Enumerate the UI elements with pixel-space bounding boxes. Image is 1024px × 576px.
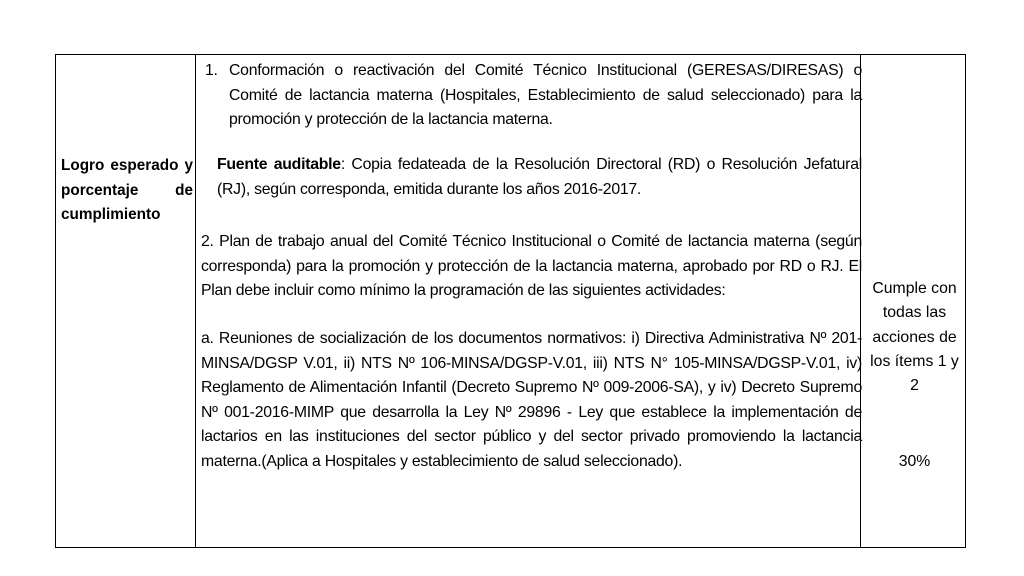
- item-1-number: 1.: [205, 62, 218, 79]
- fuente-auditable: [201, 153, 862, 202]
- item-1: [201, 59, 862, 133]
- result-cell: [865, 277, 964, 398]
- row-label-line: cumplimiento: [61, 206, 161, 223]
- fuente-label: Fuente auditable: [217, 156, 341, 173]
- column-divider: [195, 55, 196, 547]
- result-line: 2: [910, 377, 919, 395]
- result-line: todas las: [882, 304, 947, 322]
- row-label: [61, 154, 193, 228]
- row-label-line: porcentaje de: [61, 181, 193, 199]
- result-percentage: 30%: [898, 453, 931, 470]
- item-1-text: Conformación o reactivación del Comité Técnico Institucional (GERESAS/DIRESAS) o Comité de lactancia materna (Hospitales, Establecimiento de salud seleccionado) para la promoción y protección de la lactancia materna.: [229, 62, 862, 128]
- fuente-text: : Copia fedateada de la Resolución Directoral (RD) o Resolución Jefatural (RJ), según corresponda, emitida durante los años 2016-2017.: [217, 156, 862, 198]
- item-2: 2. Plan de trabajo anual del Comité Técnico Institucional o Comité de lactancia materna (según corresponda) para la promoción y protección de la lactancia materna, aprobado por RD o RJ. El Plan debe incluir como mínimo la programación de las siguientes actividades:: [201, 233, 862, 299]
- row-label-line: Logro esperado y: [61, 157, 193, 174]
- criteria-table: [55, 54, 966, 548]
- item-a: a. Reuniones de socialización de los documentos normativos: i) Directiva Administrativa Nº 201-MINSA/DGSP V.01, ii) NTS Nº 106-MINSA/DGSP-V.01, iii) NTS N° 105-MINSA/DGSP-V.01, iv) Reglamento de Alimentación Infantil (Decreto Supremo Nº 009-2006-SA), y iv) Decreto Supremo Nº 001-2016-MIMP que desarrolla la Ley Nº 29896 - Ley que establece la implementación de lactarios en las instituciones del sector público y del sector privado promoviendo la lactancia materna.(Aplica a Hospitales y establecimiento de salud seleccionado).: [201, 330, 862, 470]
- result-line: acciones de: [872, 328, 957, 346]
- result-line: Cumple con: [872, 280, 957, 297]
- result-line: los ítems 1 y: [870, 352, 959, 370]
